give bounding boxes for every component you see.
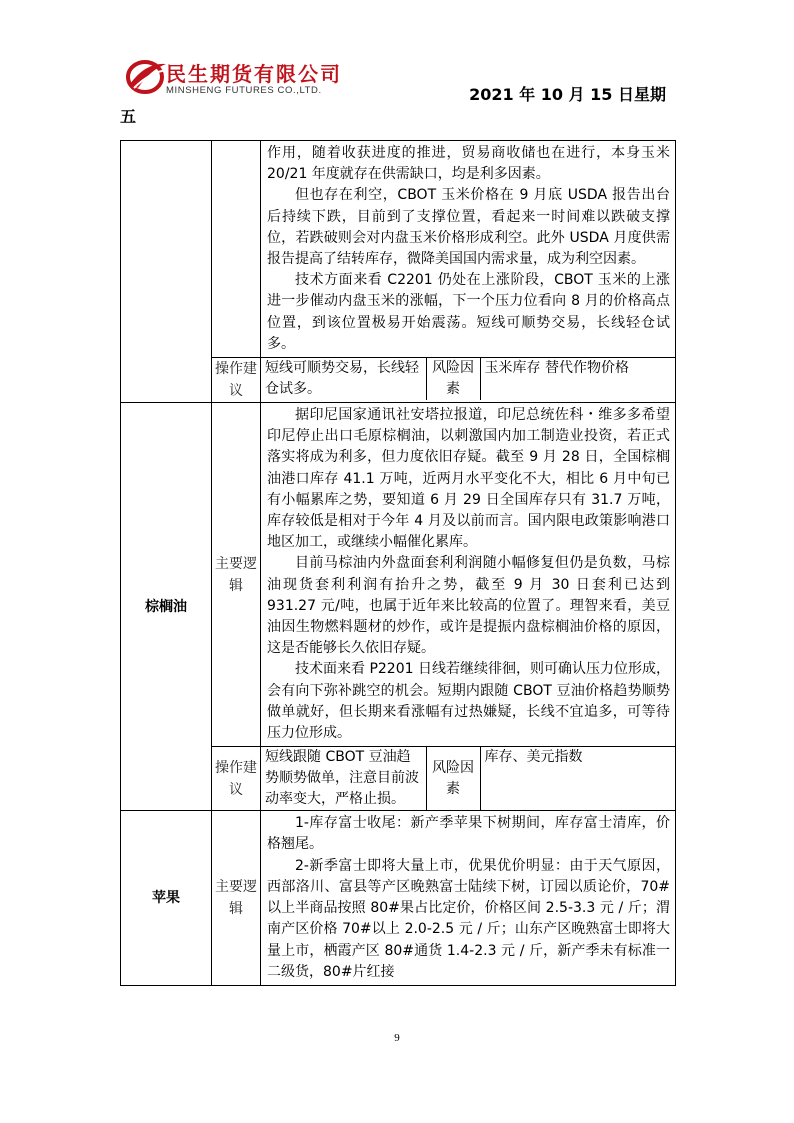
palm-op-label: 操作建议 <box>212 747 261 811</box>
palm-paragraph-3: 技术面来看 P2201 日线若继续徘徊，则可确认压力位形成，会有向下弥补跳空的机会。短期内跟随 CBOT 豆油价格趋势顺势做单就好，但长期来看涨幅有过热嫌疑，长线不宜追多，可等待压力位形成。 <box>267 661 670 742</box>
corn-category-cell <box>121 141 212 403</box>
palm-logic-label: 主要逻辑 <box>212 403 261 747</box>
corn-paragraph-3: 技术方面来看 C2201 仍处在上涨阶段，CBOT 玉米的上涨进一步催动内盘玉米的涨幅，下一个压力位看向 8 月的价格高点位置，到该位置极易开始震荡。短线可顺势交易，长线轻仓试多。 <box>267 272 670 352</box>
report-date: 2021 年 10 月 15 日星期 <box>469 85 666 104</box>
corn-paragraph-2: 但也存在利空，CBOT 玉米价格在 9 月底 USDA 报告出台后持续下跌，目前到了支撑位置，看起来一时间难以跌破支撑位，若跌破则会对内盘玉米价格形成利空。此外 USDA 月度供需报告提高了结转库存，微降美国国内需求量，成为利空因素。 <box>267 187 670 268</box>
logo-english-name: MINSHENG FUTURES CO.,LTD. <box>166 85 322 96</box>
commodity-analysis-table <box>120 140 676 986</box>
corn-logic-text <box>261 141 676 358</box>
apple-logic-label: 主要逻辑 <box>212 811 261 986</box>
minsheng-logo-icon <box>126 56 168 96</box>
corn-risk-text: 玉米库存 替代作物价格 <box>480 358 675 400</box>
palm-logic-row <box>121 403 676 747</box>
palm-logic-text <box>261 403 676 747</box>
apple-paragraph-1: 1-库存富士收尾：新产季苹果下树期间，库存富士清库，价格翘尾。 <box>267 815 670 853</box>
apple-logic-text <box>261 811 676 986</box>
palm-risk-label: 风险因素 <box>426 747 480 810</box>
corn-op-text: 短线可顺势交易，长线轻仓试多。 <box>265 360 419 398</box>
apple-paragraph-2: 2-新季富士即将大量上市，优果优价明显：由于天气原因，西部洛川、富县等产区晚熟富士陆续下树，订园以质论价，70#以上半商品按照 80#果占比定价，价格区间 2.5-3.3 元 / 斤；渭南产区价格 70#以上 2.0-2.5 元 / 斤；山东产区晚熟富士即将大量上市，栖霞产区 80#通货 1.4-2.3 元 / 斤，新产季未有标准一二级货，80#片红接 <box>267 857 670 980</box>
corn-risk-label: 风险因素 <box>426 358 480 400</box>
corn-op-label: 操作建议 <box>212 358 261 403</box>
palm-paragraph-2: 目前马棕油内外盘面套利利润随小幅修复但仍是负数，马棕油现货套利利润有抬升之势，截至 9 月 30 日套利已达到 931.27 元/吨，也属于近年来比较高的位置了。理智来看，美豆油因生物燃料题材的炒作，或许是提振内盘棕榈油价格的原因，这是否能够长久依旧存疑。 <box>267 555 670 657</box>
palm-op-risk-cell <box>261 747 676 811</box>
palm-paragraph-1: 据印尼国家通讯社安塔拉报道，印尼总统佐科・维多多希望印尼停止出口毛原棕榈油，以刺激国内加工制造业投资，若正式落实将成为利多，但力度依旧存疑。截至 9 月 28 日，全国棕榈油港口库存 41.1 万吨，近两月水平变化不大，相比 6 月中旬已有小幅累库之势，要知道 6 月 29 日全国库存只有 31.7 万吨，库存较低是相对于今年 4 月及以前而言。国内限电政策影响港口地区加工，或继续小幅催化累库。 <box>267 407 670 551</box>
report-weekday: 五 <box>120 107 137 126</box>
company-logo <box>126 52 366 102</box>
page-number: 9 <box>394 1032 400 1044</box>
corn-op-risk-cell <box>261 358 676 403</box>
apple-category: 苹果 <box>121 811 212 986</box>
apple-logic-row <box>121 811 676 986</box>
palm-category: 棕榈油 <box>121 403 212 811</box>
palm-risk-text: 库存、美元指数 <box>480 747 675 810</box>
palm-op-text: 短线跟随 CBOT 豆油趋势顺势做单，注意目前波动率变大，严格止损。 <box>265 749 419 808</box>
corn-logic-label-cell <box>212 141 261 358</box>
corn-logic-row <box>121 141 676 358</box>
logo-chinese-name: 民生期货有限公司 <box>166 62 342 86</box>
corn-paragraph-1: 作用，随着收获进度的推进，贸易商收储也在进行，本身玉米 20/21 年度就存在供需缺口，均是利多因素。 <box>267 145 670 183</box>
